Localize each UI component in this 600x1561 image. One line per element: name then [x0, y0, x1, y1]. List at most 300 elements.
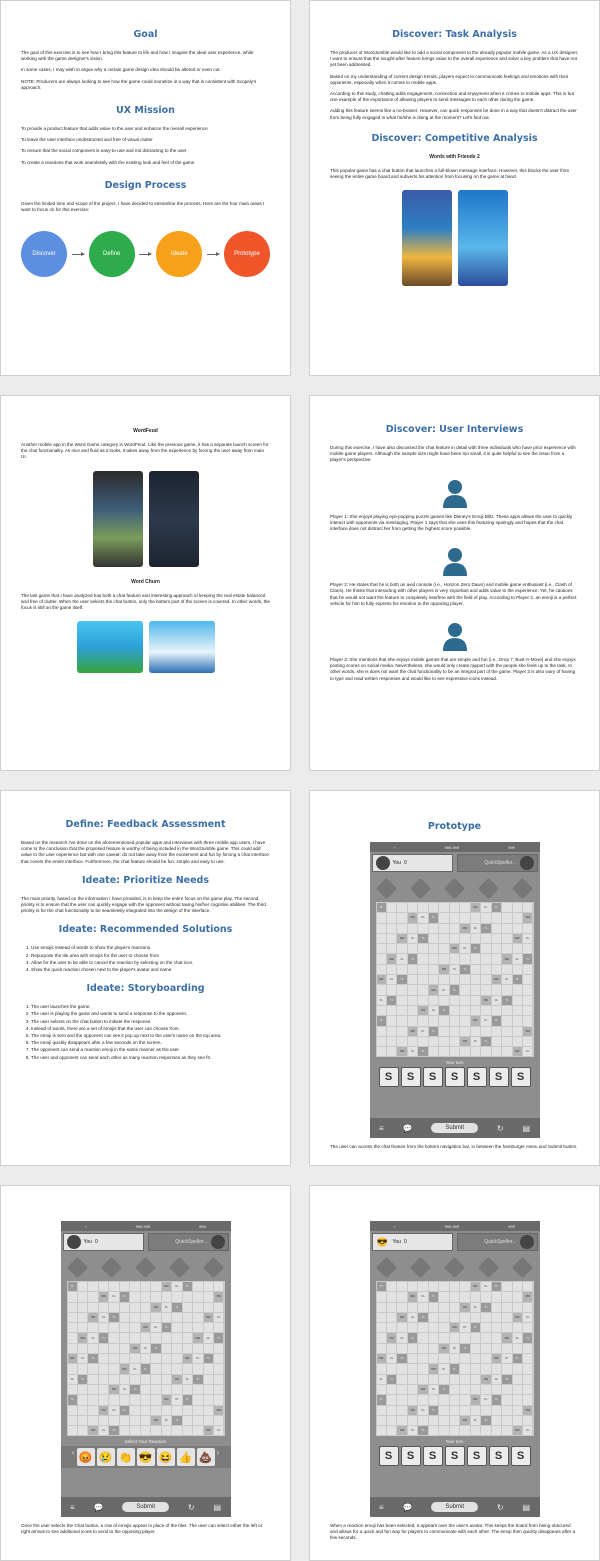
board-cell[interactable]: [109, 1416, 118, 1425]
board-cell[interactable]: [387, 1006, 396, 1015]
board-cell[interactable]: [141, 1395, 150, 1404]
board-cell[interactable]: DL: [172, 1395, 181, 1404]
board-cell[interactable]: [214, 1395, 223, 1404]
board-cell[interactable]: TL: [429, 1406, 438, 1415]
board-cell[interactable]: [450, 1303, 459, 1312]
board-cell[interactable]: [450, 1047, 459, 1056]
board-cell[interactable]: [88, 1406, 97, 1415]
board-cell[interactable]: DW: [439, 1344, 448, 1353]
board-cell[interactable]: [492, 1313, 501, 1322]
board-cell[interactable]: TL: [130, 1385, 139, 1394]
board-cell[interactable]: DW: [99, 1406, 108, 1415]
board-cell[interactable]: [429, 1303, 438, 1312]
board-cell[interactable]: [68, 1333, 77, 1342]
board-cell[interactable]: [68, 1364, 77, 1373]
board-cell[interactable]: DW: [481, 996, 490, 1005]
board-cell[interactable]: [502, 924, 511, 933]
board-cell[interactable]: [439, 1333, 448, 1342]
board-cell[interactable]: DW: [172, 1375, 181, 1384]
board-cell[interactable]: [502, 1027, 511, 1036]
board-cell[interactable]: [88, 1344, 97, 1353]
board-cell[interactable]: [377, 985, 386, 994]
board-cell[interactable]: [408, 903, 417, 912]
board-cell[interactable]: [513, 1292, 522, 1301]
board-cell[interactable]: [120, 1282, 129, 1291]
board-cell[interactable]: [429, 1375, 438, 1384]
board-cell[interactable]: [523, 975, 532, 984]
board-cell[interactable]: TL: [204, 1354, 213, 1363]
board-cell[interactable]: [172, 1323, 181, 1332]
board-cell[interactable]: [172, 1354, 181, 1363]
board-cell[interactable]: DL: [397, 954, 406, 963]
board-cell[interactable]: [439, 934, 448, 943]
board-cell[interactable]: DL: [397, 1333, 406, 1342]
board-cell[interactable]: [492, 1047, 501, 1056]
board-cell[interactable]: [513, 1037, 522, 1046]
board-cell[interactable]: [523, 1323, 532, 1332]
board-cell[interactable]: [387, 934, 396, 943]
board-cell[interactable]: [387, 1047, 396, 1056]
game-board[interactable]: [376, 902, 534, 1057]
board-cell[interactable]: [460, 1406, 469, 1415]
emoji-option[interactable]: 💩: [197, 1448, 215, 1466]
hexagon-icon[interactable]: [135, 1256, 156, 1277]
letter-tile[interactable]: S: [379, 1446, 399, 1466]
board-cell[interactable]: [408, 1016, 417, 1025]
board-cell[interactable]: [183, 1385, 192, 1394]
board-cell[interactable]: [450, 913, 459, 922]
board-cell[interactable]: [183, 1323, 192, 1332]
board-cell[interactable]: [397, 1323, 406, 1332]
board-cell[interactable]: TL: [387, 996, 396, 1005]
board-cell[interactable]: [513, 1027, 522, 1036]
board-cell[interactable]: [513, 996, 522, 1005]
board-cell[interactable]: [68, 1426, 77, 1435]
board-cell[interactable]: DW: [481, 1375, 490, 1384]
board-cell[interactable]: DL: [99, 1313, 108, 1322]
game-board[interactable]: [376, 1281, 534, 1436]
board-cell[interactable]: [502, 1426, 511, 1435]
board-cell[interactable]: [450, 934, 459, 943]
board-cell[interactable]: [377, 1385, 386, 1394]
board-cell[interactable]: [502, 1364, 511, 1373]
board-cell[interactable]: [502, 944, 511, 953]
board-cell[interactable]: TL: [450, 1364, 459, 1373]
board-cell[interactable]: [78, 1426, 87, 1435]
board-cell[interactable]: [377, 1406, 386, 1415]
board-cell[interactable]: [204, 1282, 213, 1291]
board-cell[interactable]: DL: [418, 1292, 427, 1301]
board-cell[interactable]: DL: [429, 1006, 438, 1015]
board-cell[interactable]: DL: [408, 1426, 417, 1435]
hexagon-icon[interactable]: [512, 877, 533, 898]
board-cell[interactable]: [502, 1406, 511, 1415]
board-cell[interactable]: [193, 1426, 202, 1435]
board-cell[interactable]: DW: [214, 1406, 223, 1415]
board-cell[interactable]: [377, 954, 386, 963]
board-cell[interactable]: DL: [151, 1323, 160, 1332]
board-cell[interactable]: [120, 1426, 129, 1435]
board-cell[interactable]: [120, 1354, 129, 1363]
board-cell[interactable]: TL: [120, 1406, 129, 1415]
board-cell[interactable]: [481, 1364, 490, 1373]
board-cell[interactable]: [418, 944, 427, 953]
board-cell[interactable]: [513, 924, 522, 933]
board-cell[interactable]: [162, 1333, 171, 1342]
board-cell[interactable]: [377, 1006, 386, 1015]
board-cell[interactable]: [513, 1375, 522, 1384]
board-cell[interactable]: [193, 1323, 202, 1332]
board-cell[interactable]: [151, 1313, 160, 1322]
board-cell[interactable]: TL: [68, 1282, 77, 1291]
board-cell[interactable]: [513, 1323, 522, 1332]
board-cell[interactable]: [513, 985, 522, 994]
board-cell[interactable]: DL: [502, 975, 511, 984]
board-cell[interactable]: [450, 975, 459, 984]
board-cell[interactable]: [429, 1016, 438, 1025]
board-cell[interactable]: [513, 1303, 522, 1312]
board-cell[interactable]: [141, 1375, 150, 1384]
board-cell[interactable]: DL: [450, 1344, 459, 1353]
board-cell[interactable]: [429, 934, 438, 943]
board-cell[interactable]: [450, 1406, 459, 1415]
board-cell[interactable]: [193, 1406, 202, 1415]
board-cell[interactable]: [183, 1416, 192, 1425]
board-cell[interactable]: [418, 985, 427, 994]
board-cell[interactable]: [377, 934, 386, 943]
board-cell[interactable]: [204, 1416, 213, 1425]
board-cell[interactable]: [481, 1006, 490, 1015]
board-cell[interactable]: [377, 1364, 386, 1373]
board-cell[interactable]: [78, 1323, 87, 1332]
board-cell[interactable]: [439, 1016, 448, 1025]
board-cell[interactable]: DW: [460, 924, 469, 933]
board-cell[interactable]: [492, 965, 501, 974]
chat-icon[interactable]: 💬: [93, 1502, 104, 1512]
board-cell[interactable]: [502, 965, 511, 974]
board-cell[interactable]: [151, 1282, 160, 1291]
board-cell[interactable]: [471, 1406, 480, 1415]
board-cell[interactable]: [429, 1047, 438, 1056]
board-cell[interactable]: [183, 1313, 192, 1322]
board-cell[interactable]: [214, 1416, 223, 1425]
board-cell[interactable]: [481, 1047, 490, 1056]
board-cell[interactable]: [460, 913, 469, 922]
refresh-icon[interactable]: ↻: [187, 1502, 195, 1512]
board-cell[interactable]: TL: [492, 1016, 501, 1025]
board-cell[interactable]: TL: [429, 913, 438, 922]
board-cell[interactable]: [387, 1385, 396, 1394]
submit-button[interactable]: Submit: [122, 1502, 169, 1512]
board-cell[interactable]: [68, 1416, 77, 1425]
board-cell[interactable]: [439, 1292, 448, 1301]
board-cell[interactable]: TL: [172, 1416, 181, 1425]
board-cell[interactable]: TL: [492, 903, 501, 912]
board-cell[interactable]: TL: [162, 1323, 171, 1332]
board-cell[interactable]: TL: [460, 1344, 469, 1353]
board-cell[interactable]: [387, 903, 396, 912]
board-cell[interactable]: DL: [387, 975, 396, 984]
board-cell[interactable]: [450, 1006, 459, 1015]
board-cell[interactable]: [397, 996, 406, 1005]
board-cell[interactable]: [109, 1323, 118, 1332]
board-cell[interactable]: [492, 1406, 501, 1415]
board-cell[interactable]: DL: [523, 934, 532, 943]
board-cell[interactable]: [450, 996, 459, 1005]
chevron-right-icon[interactable]: ›: [216, 1448, 220, 1458]
board-cell[interactable]: [377, 1037, 386, 1046]
board-cell[interactable]: [471, 1375, 480, 1384]
board-cell[interactable]: [471, 1313, 480, 1322]
board-cell[interactable]: [450, 1037, 459, 1046]
board-cell[interactable]: TL: [99, 1333, 108, 1342]
board-cell[interactable]: [450, 1027, 459, 1036]
emoji-option[interactable]: 👏: [117, 1448, 135, 1466]
board-cell[interactable]: [450, 954, 459, 963]
board-cell[interactable]: [502, 1047, 511, 1056]
board-cell[interactable]: DL: [502, 1354, 511, 1363]
board-cell[interactable]: DL: [68, 1375, 77, 1384]
board-cell[interactable]: DW: [492, 975, 501, 984]
hamburger-icon[interactable]: ≡: [378, 1502, 384, 1512]
board-cell[interactable]: [130, 1333, 139, 1342]
board-cell[interactable]: [88, 1323, 97, 1332]
board-cell[interactable]: DW: [513, 1047, 522, 1056]
board-cell[interactable]: [408, 924, 417, 933]
board-cell[interactable]: [387, 1426, 396, 1435]
board-cell[interactable]: [460, 903, 469, 912]
board-cell[interactable]: TL: [418, 1047, 427, 1056]
board-cell[interactable]: [429, 996, 438, 1005]
emoji-option[interactable]: 👍: [177, 1448, 195, 1466]
board-cell[interactable]: [481, 975, 490, 984]
back-icon[interactable]: ‹: [394, 844, 396, 850]
board-cell[interactable]: [429, 1333, 438, 1342]
board-cell[interactable]: DW: [183, 1354, 192, 1363]
board-cell[interactable]: [387, 924, 396, 933]
board-cell[interactable]: [397, 965, 406, 974]
board-cell[interactable]: DW: [460, 1303, 469, 1312]
board-cell[interactable]: TL: [439, 1385, 448, 1394]
board-cell[interactable]: [429, 954, 438, 963]
board-cell[interactable]: TL: [429, 1292, 438, 1301]
board-cell[interactable]: DL: [204, 1333, 213, 1342]
board-cell[interactable]: DL: [109, 1406, 118, 1415]
board-cell[interactable]: [418, 1375, 427, 1384]
board-cell[interactable]: DL: [418, 1027, 427, 1036]
board-cell[interactable]: [439, 1303, 448, 1312]
board-cell[interactable]: [471, 1426, 480, 1435]
board-cell[interactable]: DW: [460, 1416, 469, 1425]
board-cell[interactable]: DW: [88, 1426, 97, 1435]
emoji-option[interactable]: 😢: [97, 1448, 115, 1466]
board-cell[interactable]: [513, 1344, 522, 1353]
board-cell[interactable]: [471, 1364, 480, 1373]
board-cell[interactable]: DL: [377, 996, 386, 1005]
board-cell[interactable]: DL: [214, 1426, 223, 1435]
board-cell[interactable]: TL: [109, 1426, 118, 1435]
letter-tile[interactable]: S: [423, 1446, 443, 1466]
hexagon-icon[interactable]: [410, 1256, 431, 1277]
board-cell[interactable]: [408, 985, 417, 994]
board-cell[interactable]: [492, 1416, 501, 1425]
board-cell[interactable]: [397, 1006, 406, 1015]
board-cell[interactable]: [397, 1303, 406, 1312]
board-cell[interactable]: [68, 1292, 77, 1301]
board-cell[interactable]: [418, 996, 427, 1005]
board-cell[interactable]: [151, 1354, 160, 1363]
board-cell[interactable]: [387, 1395, 396, 1404]
hamburger-icon[interactable]: ≡: [378, 1123, 384, 1133]
board-cell[interactable]: TL: [492, 1282, 501, 1291]
board-cell[interactable]: [204, 1375, 213, 1384]
board-cell[interactable]: [214, 1354, 223, 1363]
board-cell[interactable]: TL: [141, 1364, 150, 1373]
board-cell[interactable]: [502, 1323, 511, 1332]
letter-tile[interactable]: S: [423, 1067, 443, 1087]
board-cell[interactable]: DW: [387, 1333, 396, 1342]
board-cell[interactable]: [439, 996, 448, 1005]
board-cell[interactable]: [439, 1395, 448, 1404]
letter-tile[interactable]: S: [489, 1067, 509, 1087]
board-cell[interactable]: [408, 1006, 417, 1015]
board-cell[interactable]: [68, 1406, 77, 1415]
board-cell[interactable]: DL: [429, 1385, 438, 1394]
board-cell[interactable]: DL: [418, 1406, 427, 1415]
hexagon-icon[interactable]: [169, 1256, 190, 1277]
board-cell[interactable]: [429, 924, 438, 933]
board-cell[interactable]: [408, 1416, 417, 1425]
board-cell[interactable]: [439, 1282, 448, 1291]
board-cell[interactable]: [523, 1385, 532, 1394]
board-cell[interactable]: [523, 1282, 532, 1291]
board-cell[interactable]: [109, 1303, 118, 1312]
board-cell[interactable]: [429, 975, 438, 984]
board-cell[interactable]: [418, 965, 427, 974]
board-cell[interactable]: [408, 975, 417, 984]
board-cell[interactable]: [183, 1333, 192, 1342]
board-cell[interactable]: TL: [183, 1282, 192, 1291]
board-cell[interactable]: [418, 954, 427, 963]
board-cell[interactable]: DW: [397, 1047, 406, 1056]
board-cell[interactable]: TL: [120, 1292, 129, 1301]
board-cell[interactable]: DW: [408, 1027, 417, 1036]
board-cell[interactable]: [204, 1344, 213, 1353]
clipboard-icon[interactable]: ▤: [213, 1502, 222, 1512]
board-cell[interactable]: [109, 1333, 118, 1342]
board-cell[interactable]: [439, 1027, 448, 1036]
board-cell[interactable]: [471, 1344, 480, 1353]
board-cell[interactable]: [99, 1364, 108, 1373]
board-cell[interactable]: TL: [387, 1375, 396, 1384]
board-cell[interactable]: DW: [513, 1426, 522, 1435]
board-cell[interactable]: [450, 1354, 459, 1363]
board-cell[interactable]: DW: [78, 1333, 87, 1342]
board-cell[interactable]: [377, 1344, 386, 1353]
board-cell[interactable]: [204, 1406, 213, 1415]
board-cell[interactable]: TL: [377, 903, 386, 912]
board-cell[interactable]: [460, 985, 469, 994]
board-cell[interactable]: [439, 1047, 448, 1056]
board-cell[interactable]: [99, 1303, 108, 1312]
board-cell[interactable]: TL: [471, 1323, 480, 1332]
submit-button[interactable]: Submit: [431, 1502, 478, 1512]
board-cell[interactable]: DW: [460, 1037, 469, 1046]
board-cell[interactable]: [471, 1292, 480, 1301]
board-cell[interactable]: [492, 944, 501, 953]
board-cell[interactable]: [78, 1406, 87, 1415]
back-icon[interactable]: ‹: [85, 1223, 87, 1229]
board-cell[interactable]: [439, 1406, 448, 1415]
board-cell[interactable]: [439, 903, 448, 912]
board-cell[interactable]: DL: [193, 1354, 202, 1363]
board-cell[interactable]: TL: [109, 1313, 118, 1322]
board-cell[interactable]: DW: [523, 913, 532, 922]
board-cell[interactable]: [481, 944, 490, 953]
board-cell[interactable]: DW: [439, 965, 448, 974]
board-cell[interactable]: [450, 1395, 459, 1404]
board-cell[interactable]: [204, 1323, 213, 1332]
board-cell[interactable]: TL: [513, 1354, 522, 1363]
board-cell[interactable]: DW: [397, 934, 406, 943]
board-cell[interactable]: [492, 924, 501, 933]
board-cell[interactable]: [141, 1303, 150, 1312]
refresh-icon[interactable]: ↻: [496, 1123, 504, 1133]
board-cell[interactable]: [183, 1406, 192, 1415]
board-cell[interactable]: [492, 1303, 501, 1312]
board-cell[interactable]: [492, 934, 501, 943]
board-cell[interactable]: [183, 1303, 192, 1312]
board-cell[interactable]: DL: [450, 965, 459, 974]
board-cell[interactable]: [492, 1292, 501, 1301]
board-cell[interactable]: [387, 1406, 396, 1415]
board-cell[interactable]: DW: [141, 1323, 150, 1332]
board-cell[interactable]: [68, 1313, 77, 1322]
board-cell[interactable]: [502, 1395, 511, 1404]
board-cell[interactable]: [387, 944, 396, 953]
board-cell[interactable]: [68, 1385, 77, 1394]
board-cell[interactable]: DL: [513, 1333, 522, 1342]
board-cell[interactable]: [460, 1426, 469, 1435]
board-cell[interactable]: [408, 1323, 417, 1332]
board-cell[interactable]: [151, 1375, 160, 1384]
board-cell[interactable]: [78, 1395, 87, 1404]
board-cell[interactable]: [377, 965, 386, 974]
hexagon-icon[interactable]: [376, 877, 397, 898]
board-cell[interactable]: [162, 1354, 171, 1363]
board-cell[interactable]: TL: [68, 1395, 77, 1404]
board-cell[interactable]: TL: [377, 1395, 386, 1404]
board-cell[interactable]: [502, 1037, 511, 1046]
letter-tile[interactable]: S: [467, 1067, 487, 1087]
board-cell[interactable]: [377, 1027, 386, 1036]
board-cell[interactable]: [429, 1282, 438, 1291]
board-cell[interactable]: [214, 1375, 223, 1384]
board-cell[interactable]: [377, 1426, 386, 1435]
board-cell[interactable]: [387, 1282, 396, 1291]
board-cell[interactable]: [377, 913, 386, 922]
board-cell[interactable]: [109, 1282, 118, 1291]
board-cell[interactable]: [408, 1354, 417, 1363]
board-cell[interactable]: [162, 1344, 171, 1353]
board-cell[interactable]: [429, 1323, 438, 1332]
board-cell[interactable]: DL: [460, 944, 469, 953]
board-cell[interactable]: [418, 1333, 427, 1342]
board-cell[interactable]: [151, 1395, 160, 1404]
board-cell[interactable]: TL: [418, 1426, 427, 1435]
board-cell[interactable]: [88, 1395, 97, 1404]
hexagon-icon[interactable]: [101, 1256, 122, 1277]
